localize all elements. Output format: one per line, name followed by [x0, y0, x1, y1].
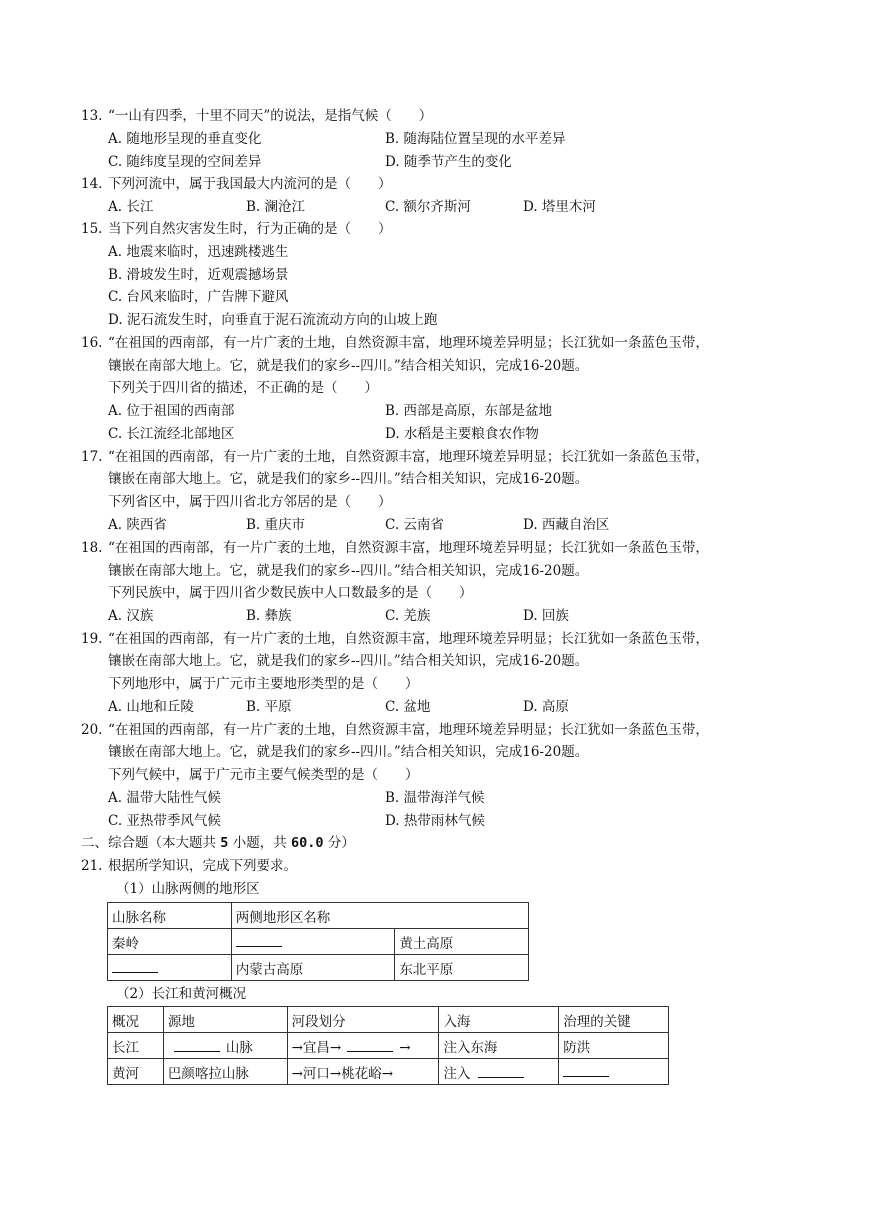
- option-d: D. 水稻是主要粮食农作物: [385, 426, 539, 442]
- table-cell: 长江: [108, 1033, 164, 1059]
- answer-blank[interactable]: [174, 1037, 220, 1052]
- question-number: 15.: [81, 221, 103, 237]
- question-passage-line: “在祖国的西南部，有一片广袤的土地，自然资源丰富，地理环境差异明显；长江犹如一条蓝色玉带，: [108, 631, 709, 647]
- answer-blank[interactable]: [231, 929, 395, 955]
- question-stem: “一山有四季，十里不同天”的说法，是指气候（ ）: [108, 108, 433, 124]
- option-a: A. 随地形呈现的垂直变化: [108, 131, 262, 147]
- question-stem: 下列地形中，属于广元市主要地形类型的是（ ）: [108, 676, 419, 692]
- table-row-changjiang: [108, 1033, 669, 1059]
- table-header-cell: 两侧地形区名称: [231, 903, 528, 929]
- question-stem: 下列气候中，属于广元市主要气候类型的是（ ）: [108, 767, 419, 783]
- question-number: 16.: [81, 335, 103, 351]
- question-stem: 下列河流中，属于我国最大内流河的是（ ）: [108, 176, 392, 192]
- question-passage-line: 镶嵌在南部大地上。它，就是我们的家乡--四川。”结合相关知识，完成16-20题。: [108, 471, 589, 487]
- table-row: [108, 929, 529, 955]
- option-d: D. 热带雨林气候: [385, 813, 485, 829]
- question-stem: 根据所学知识，完成下列要求。: [108, 858, 297, 874]
- question-number: 18.: [81, 540, 103, 556]
- table-header-cell: 河段划分: [287, 1007, 439, 1033]
- option-b: B. 温带海洋气候: [385, 790, 485, 806]
- option-a: A. 山地和丘陵: [108, 699, 194, 715]
- table-cell: 黄河: [108, 1059, 164, 1085]
- option-a: A. 长江: [108, 199, 154, 215]
- question-number: 20.: [81, 722, 103, 738]
- option-a: A. 陕西省: [108, 517, 167, 533]
- part-2-title: （2）长江和黄河概况: [116, 986, 247, 1002]
- option-b: B. 西部是高原，东部是盆地: [385, 403, 553, 419]
- option-a: A. 地震来临时，迅速跳楼逃生: [108, 244, 289, 260]
- option-d: D. 高原: [523, 699, 569, 715]
- table-cell: 巴颜喀拉山脉: [163, 1059, 287, 1085]
- option-b: B. 滑坡发生时，近观震撼场景: [108, 267, 289, 283]
- question-stem: 下列关于四川省的描述，不正确的是（ ）: [108, 380, 378, 396]
- table-row-huanghe: [108, 1059, 669, 1085]
- table-header-row: [108, 1007, 669, 1033]
- answer-blank[interactable]: [478, 1063, 524, 1078]
- rivers-table: [107, 1006, 669, 1085]
- option-d: D. 随季节产生的变化: [385, 154, 512, 170]
- option-b: B. 澜沧江: [246, 199, 306, 215]
- answer-blank[interactable]: [347, 1037, 393, 1052]
- option-d: D. 泥石流发生时，向垂直于泥石流流动方向的山坡上跑: [108, 312, 438, 328]
- table-cell: 黄土高原: [395, 929, 529, 955]
- table-header-row: [108, 903, 529, 929]
- option-c: C. 羌族: [385, 608, 431, 624]
- table-header-cell: 山脉名称: [108, 903, 232, 929]
- option-d: D. 回族: [523, 608, 569, 624]
- question-stem: 当下列自然灾害发生时，行为正确的是（ ）: [108, 221, 392, 237]
- table-header-cell: 入海: [439, 1007, 559, 1033]
- question-number: 21.: [81, 858, 103, 874]
- table-cell: 注入: [439, 1059, 559, 1085]
- question-number: 17.: [81, 449, 103, 465]
- question-passage-line: “在祖国的西南部，有一片广袤的土地，自然资源丰富，地理环境差异明显；长江犹如一条蓝色玉带，: [108, 449, 709, 465]
- question-number: 13.: [81, 108, 103, 124]
- part-1-title: （1）山脉两侧的地形区: [116, 881, 260, 897]
- table-cell: 东北平原: [395, 955, 529, 981]
- total-score: 60.0: [291, 835, 324, 851]
- option-b: B. 彝族: [246, 608, 292, 624]
- option-c: C. 亚热带季风气候: [108, 813, 221, 829]
- option-b: B. 重庆市: [246, 517, 306, 533]
- option-c: C. 盆地: [385, 699, 431, 715]
- option-d: D. 塔里木河: [523, 199, 596, 215]
- question-stem: 下列省区中，属于四川省北方邻居的是（ ）: [108, 494, 392, 510]
- table-cell: 山脉: [163, 1033, 287, 1059]
- table-header-cell: 治理的关键: [559, 1007, 669, 1033]
- option-c: C. 额尔齐斯河: [385, 199, 471, 215]
- mountain-table: [107, 902, 529, 981]
- answer-blank[interactable]: [108, 955, 232, 981]
- table-cell: 防洪: [559, 1033, 669, 1059]
- question-passage-line: 镶嵌在南部大地上。它，就是我们的家乡--四川。”结合相关知识，完成16-20题。: [108, 744, 589, 760]
- option-c: C. 云南省: [385, 517, 444, 533]
- answer-blank[interactable]: [559, 1059, 669, 1085]
- table-header-cell: 概况: [108, 1007, 164, 1033]
- option-c: C. 台风来临时，广告牌下避风: [108, 289, 289, 305]
- question-number: 19.: [81, 631, 103, 647]
- question-stem: 下列民族中，属于四川省少数民族中人口数最多的是（ ）: [108, 585, 473, 601]
- option-d: D. 西藏自治区: [523, 517, 610, 533]
- table-cell: 秦岭: [108, 929, 232, 955]
- table-cell: 内蒙古高原: [231, 955, 395, 981]
- option-a: A. 位于祖国的西南部: [108, 403, 235, 419]
- table-cell: 注入东海: [439, 1033, 559, 1059]
- question-number: 14.: [81, 176, 103, 192]
- question-passage-line: 镶嵌在南部大地上。它，就是我们的家乡--四川。”结合相关知识，完成16-20题。: [108, 563, 589, 579]
- section-heading: 二、综合题（本大题共 5 小题，共 60.0 分）: [81, 835, 355, 851]
- question-passage-line: “在祖国的西南部，有一片广袤的土地，自然资源丰富，地理环境差异明显；长江犹如一条蓝色玉带，: [108, 722, 709, 738]
- table-cell: →宜昌→ →: [287, 1033, 439, 1059]
- question-passage-line: “在祖国的西南部，有一片广袤的土地，自然资源丰富，地理环境差异明显；长江犹如一条蓝色玉带，: [108, 540, 709, 556]
- option-c: C. 长江流经北部地区: [108, 426, 235, 442]
- question-passage-line: 镶嵌在南部大地上。它，就是我们的家乡--四川。”结合相关知识，完成16-20题。: [108, 653, 589, 669]
- question-passage-line: “在祖国的西南部，有一片广袤的土地，自然资源丰富，地理环境差异明显；长江犹如一条蓝色玉带，: [108, 335, 709, 351]
- option-a: A. 汉族: [108, 608, 154, 624]
- option-c: C. 随纬度呈现的空间差异: [108, 154, 262, 170]
- question-count: 5: [220, 835, 229, 851]
- table-row: [108, 955, 529, 981]
- option-a: A. 温带大陆性气候: [108, 790, 221, 806]
- option-b: B. 平原: [246, 699, 292, 715]
- option-b: B. 随海陆位置呈现的水平差异: [385, 131, 566, 147]
- table-cell: →河口→桃花峪→: [287, 1059, 439, 1085]
- table-header-cell: 源地: [163, 1007, 287, 1033]
- question-passage-line: 镶嵌在南部大地上。它，就是我们的家乡--四川。”结合相关知识，完成16-20题。: [108, 358, 589, 374]
